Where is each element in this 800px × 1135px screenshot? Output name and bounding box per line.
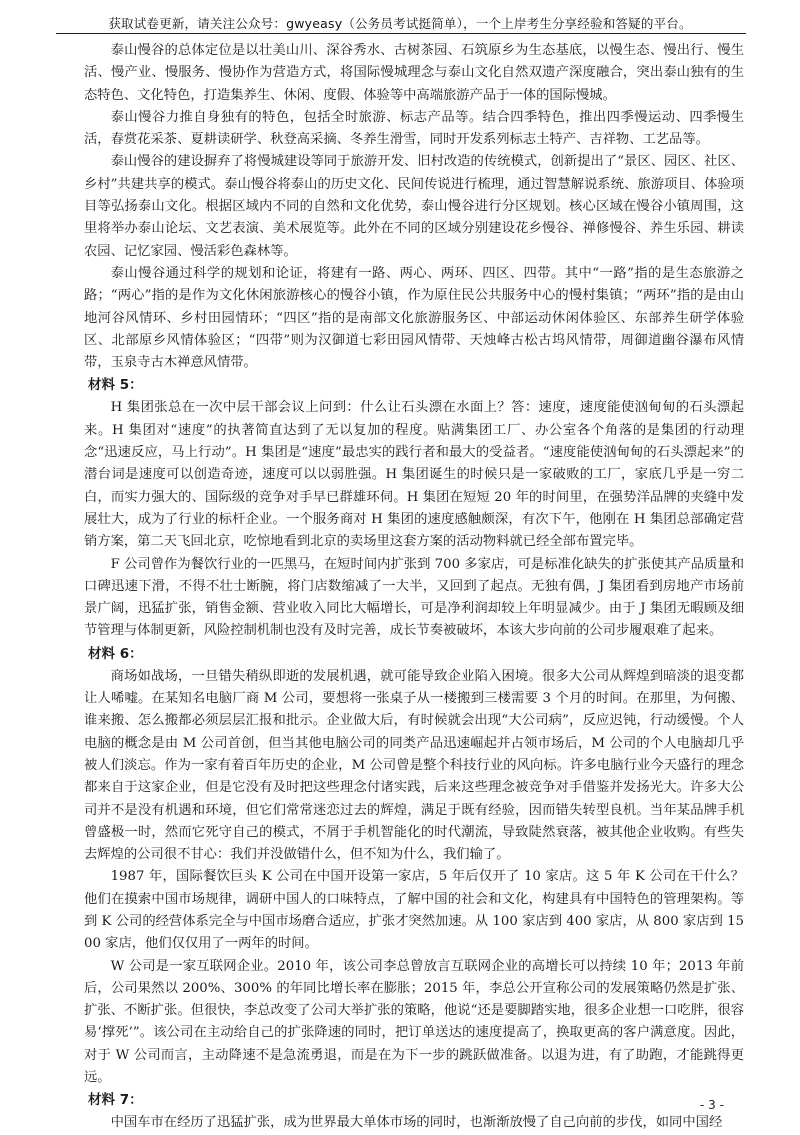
paragraph: H 集团张总在一次中层干部会议上问到：什么让石头漂在水面上？答：速度，速度能使汹甸甸的石头漂起来。H 集团对“速度”的执著简直达到了无以复加的程度。贴满集团工厂、办公室各个角落的是集团的行动理念“迅速反应，马上行动”。H 集团是“速度”最忠实的践行者和最大的受益者。“速度能使汹甸甸的石头漂起来”的潜台词是速度可以创造奇迹，速度可以以弱胜强。H 集团诞生的时候只是一家破败的工厂，家底几乎是一穷二白，而实力强大的、国际级的竞争对手早已群雄环伺。H 集团在短短 20 年的时间里，在强势洋品牌的夹缝中发展壮大，成为了行业的标杆企业。一个服务商对 H 集团的速度感触颇深，有次下午，他刚在 H 集团总部确定营销方案，第二天飞回北京，吃惊地看到北京的卖场里这套方案的活动物料就已经全部布置完毕。 xyxy=(84,400,744,550)
paragraph: 商场如战场，一旦错失稍纵即逝的发展机遇，就可能导致企业陷入困境。很多大公司从辉煌到暗淡的退变都让人唏嘘。在某知名电脑厂商 M 公司，要想将一张桌子从一楼搬到三楼需要 3 个月的时间。在那里，为何搬、谁来搬、怎么搬都必须层层汇报和批示。企业做大后，有时候就会出现“大公司病”，反应迟钝，行动缓慢。个人电脑的概念是由 M 公司首创，但当其他电脑公司的同类产品迅速崛起并占领市场后，M 公司的个人电脑却几乎被人们淡忘。作为一家有着百年历史的企业，M 公司曾是整个科技行业的风向标。许多电脑行业今天盛行的理念都来自于这家企业，但是它没有及时把这些理念付诸实践，后来这些理念被竞争对手借鉴并发扬光大。许多大公司并不是没有机遇和环境，但它们常常迷恋过去的辉煌，满足于既有经验，因而错失转型良机。当年某品牌手机曾盛极一时，然而它死守自己的模式，不屑于手机智能化的时代潮流，导致陡然衰落，被其他企业收购。有些失去辉煌的公司很不甘心：我们并没做错什么，但不知为什么，我们输了。 xyxy=(84,668,744,863)
paragraph: 泰山慢谷通过科学的规划和论证，将建有一路、两心、两环、四区、四带。其中“一路”指的是生态旅游之路；“两心”指的是作为文化休闲旅游核心的慢谷小镇，作为原住民公共服务中心的慢村集镇；“两环”指的是由山地河谷风情环、乡村田园情环；“四区”指的是南部文化旅游服务区、中部运动休闲体验区、东部养生研学体验区、北部原乡风情体验区；“四带”则为汉御道七彩田园风情带、天烛峰古松古坞风情带，周御道幽谷瀑布风情带，玉泉寺古木禅意风情带。 xyxy=(84,265,744,371)
paragraph: 泰山慢谷的建设摒弃了将慢城建设等同于旅游开发、旧村改造的传统模式，创新提出了“景区、园区、社区、乡村”共建共享的模式。泰山慢谷将泰山的历史文化、民间传说进行梳理，通过智慧解说系统、旅游项目、体验项目等弘扬泰山文化。根据区域内不同的自然和文化优势，泰山慢谷进行分区规划。核心区域在慢谷小镇周围，这里将举办泰山论坛、文艺表演、美术展览等。此外在不同的区域分别建设花乡慢谷、禅修慢谷、养生乐园、耕读农园、记忆家园、慢活彩色森林等。 xyxy=(84,154,744,259)
document-body xyxy=(84,40,744,1135)
header-divider xyxy=(56,33,746,34)
paragraph: 1987 年，国际餐饮巨头 K 公司在中国开设第一家店，5 年后仅开了 10 家店。这 5 年 K 公司在干什么？他们在摸索中国市场规律，调研中国人的口味特点，了解中国的社会和文化，构建具有中国特色的管理架构。等到 K 公司的经营体系完全与中国市场磨合适应，扩张才突然加速。从 100 家店到 400 家店，从 800 家店到 1500 家店，他们仅仅用了一两年的时间。 xyxy=(84,869,744,952)
paragraph: F 公司曾作为餐饮行业的一匹黑马，在短时间内扩张到 700 多家店，可是标准化缺失的扩张使其产品质量和口碑迅速下滑，不得不壮士断腕，将门店数缩减了一大半，又回到了起点。无独有偶，J 集团看到房地产市场前景广阔，迅猛扩张，销售金额、营业收入同比大幅增长，可是净利润却较上年明显减少。由于 J 集团无暇顾及细节管理与体制更新，风险控制机制也没有及时完善，成长节奏被破坏，本该大步向前的公司步履艰难了起来。 xyxy=(84,556,744,639)
paragraph: 泰山慢谷的总体定位是以壮美山川、深谷秀水、古树茶园、石筑原乡为生态基底，以慢生态、慢出行、慢生活、慢产业、慢服务、慢协作为营造方式，将国际慢城理念与泰山文化自然双遗产深度融合，突出泰山独有的生态特色、文化特色，打造集养生、休闲、度假、体验等中高端旅游产品于一体的国际慢城。 xyxy=(84,43,744,103)
section-heading: 材料 7： xyxy=(88,1092,143,1109)
paragraph: W 公司是一家互联网企业。2010 年，该公司李总曾放言互联网企业的高增长可以持续 10 年；2013 年前后，公司果然以 200%、300% 的年同比增长率在膨胀；2015 年，李总公开宣称公司的发展策略仍然是扩张、扩张、不断扩张。但很快，李总改变了公司大举扩张的策略，他说“还是要脚踏实地，很多企业想一口吃胖，很容易‘撑死’”。该公司在主动给自己的扩张降速的同时，把订单送达的速度提高了，换取更高的客户满意度。因此，对于 W 公司而言，主动降速不是急流勇退，而是在为下一步的跳跃做准备。以退为进，有了助跑，才能跳得更远。 xyxy=(84,958,744,1086)
page-number: - 3 - xyxy=(700,1098,724,1112)
paragraph: 泰山慢谷力推自身独有的特色，包括全时旅游、标志产品等。结合四季特色，推出四季慢运动、四季慢生活，春赏花采茶、夏耕读研学、秋登高采摘、冬养生滑雪，同时开发系列标志土特产、吉祥物、工艺品等。 xyxy=(84,109,744,148)
section-heading: 材料 6： xyxy=(88,645,143,662)
paragraph: 中国车市在经历了迅猛扩张，成为世界最大单体市场的同时，也渐渐放慢了自己向前的步伐，如同中国经 xyxy=(110,1115,723,1131)
page-header: 获取试卷更新，请关注公众号：gwyeasy（公务员考试挺简单），一个上岸考生分享经验和答疑的平台。 xyxy=(108,16,692,31)
section-heading: 材料 5： xyxy=(88,377,143,394)
